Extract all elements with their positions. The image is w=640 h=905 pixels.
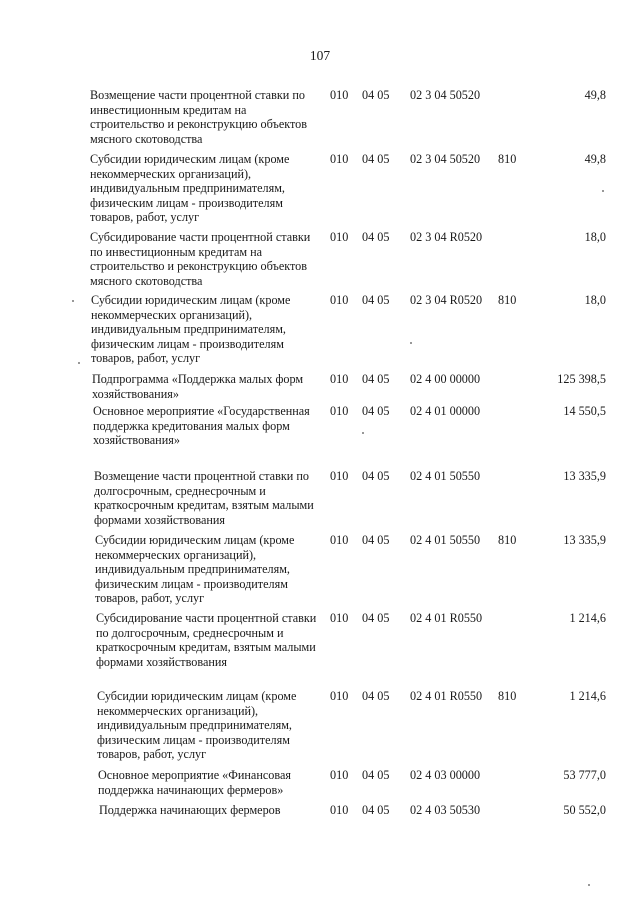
- row-target-article: 02 4 03 00000: [410, 768, 481, 782]
- row-section-code: 04 05: [362, 768, 390, 782]
- row-expense-type: 810: [498, 689, 517, 703]
- row-target-article: 02 4 01 R0550: [410, 689, 483, 703]
- row-section-code: 04 05: [362, 803, 390, 817]
- row-description: Подпрограмма «Поддержка малых форм хозяйствования»: [92, 372, 304, 401]
- row-amount: 53 777,0: [563, 768, 606, 782]
- row-description: Субсидирование части процентной ставки по инвестиционным кредитам на строительство и реконструкцию объектов мясного скотоводства: [90, 230, 311, 288]
- row-amount: 1 214,6: [569, 689, 606, 703]
- scan-speck: [410, 342, 412, 344]
- row-section-code: 04 05: [362, 152, 390, 166]
- row-target-article: 02 3 04 R0520: [410, 293, 483, 307]
- row-grbs-code: 010: [330, 293, 349, 307]
- scan-speck: [78, 362, 80, 364]
- row-target-article: 02 3 04 50520: [410, 152, 481, 166]
- row-grbs-code: 010: [330, 689, 349, 703]
- row-description: Возмещение части процентной ставки по долгосрочным, среднесрочным и краткосрочным кредитам, взятым малыми формами хозяйствования: [94, 469, 314, 527]
- row-grbs-code: 010: [330, 611, 349, 625]
- row-description: Субсидирование части процентной ставки по долгосрочным, среднесрочным и краткосрочным кредитам, взятым малыми формами хозяйствования: [96, 611, 317, 669]
- row-amount: 13 335,9: [563, 533, 606, 547]
- row-grbs-code: 010: [330, 803, 349, 817]
- row-target-article: 02 4 03 50530: [410, 803, 481, 817]
- row-grbs-code: 010: [330, 230, 349, 244]
- row-section-code: 04 05: [362, 469, 390, 483]
- row-amount: 18,0: [584, 230, 606, 244]
- row-amount: 1 214,6: [569, 611, 606, 625]
- row-amount: 18,0: [584, 293, 606, 307]
- row-target-article: 02 3 04 50520: [410, 88, 481, 102]
- row-description: Субсидии юридическим лицам (кроме некоммерческих организаций), индивидуальным предпринимателям, физическим лицам - производителям товаров, работ, услуг: [90, 152, 290, 225]
- row-description: Основное мероприятие «Финансовая поддержка начинающих фермеров»: [98, 768, 291, 797]
- page-number: 107: [309, 48, 331, 63]
- row-grbs-code: 010: [330, 88, 349, 102]
- row-section-code: 04 05: [362, 88, 390, 102]
- row-grbs-code: 010: [330, 469, 349, 483]
- row-target-article: 02 4 01 50550: [410, 469, 481, 483]
- row-description: Субсидии юридическим лицам (кроме некоммерческих организаций), индивидуальным предпринимателям, физическим лицам - производителям товаров, работ, услуг: [91, 293, 291, 366]
- row-amount: 13 335,9: [563, 469, 606, 483]
- row-target-article: 02 4 01 00000: [410, 404, 481, 418]
- row-section-code: 04 05: [362, 404, 390, 418]
- row-section-code: 04 05: [362, 372, 390, 386]
- row-section-code: 04 05: [362, 611, 390, 625]
- row-amount: 50 552,0: [563, 803, 606, 817]
- row-description: Субсидии юридическим лицам (кроме некоммерческих организаций), индивидуальным предпринимателям, физическим лицам - производителям товаров, работ, услуг: [97, 689, 297, 762]
- row-amount: 49,8: [584, 152, 606, 166]
- row-amount: 14 550,5: [563, 404, 606, 418]
- row-grbs-code: 010: [330, 372, 349, 386]
- row-description: Субсидии юридическим лицам (кроме некоммерческих организаций), индивидуальным предпринимателям, физическим лицам - производителям товаров, работ, услуг: [95, 533, 295, 606]
- row-target-article: 02 4 01 50550: [410, 533, 481, 547]
- row-description: Поддержка начинающих фермеров: [99, 803, 281, 817]
- row-target-article: 02 4 01 R0550: [410, 611, 483, 625]
- row-section-code: 04 05: [362, 689, 390, 703]
- row-section-code: 04 05: [362, 533, 390, 547]
- row-description: Возмещение части процентной ставки по инвестиционным кредитам на строительство и реконструкцию объектов мясного скотоводства: [90, 88, 308, 146]
- row-grbs-code: 010: [330, 152, 349, 166]
- scan-speck: [588, 884, 590, 886]
- row-target-article: 02 4 00 00000: [410, 372, 481, 386]
- row-expense-type: 810: [498, 533, 517, 547]
- row-section-code: 04 05: [362, 293, 390, 307]
- row-expense-type: 810: [498, 152, 517, 166]
- row-expense-type: 810: [498, 293, 517, 307]
- row-grbs-code: 010: [330, 404, 349, 418]
- row-amount: 49,8: [584, 88, 606, 102]
- scan-speck: [602, 190, 604, 192]
- row-section-code: 04 05: [362, 230, 390, 244]
- row-description: Основное мероприятие «Государственная поддержка кредитования малых форм хозяйствования»: [93, 404, 310, 448]
- row-target-article: 02 3 04 R0520: [410, 230, 483, 244]
- scan-speck: [362, 432, 364, 434]
- scan-speck: [72, 300, 74, 302]
- row-grbs-code: 010: [330, 768, 349, 782]
- row-amount: 125 398,5: [557, 372, 606, 386]
- row-grbs-code: 010: [330, 533, 349, 547]
